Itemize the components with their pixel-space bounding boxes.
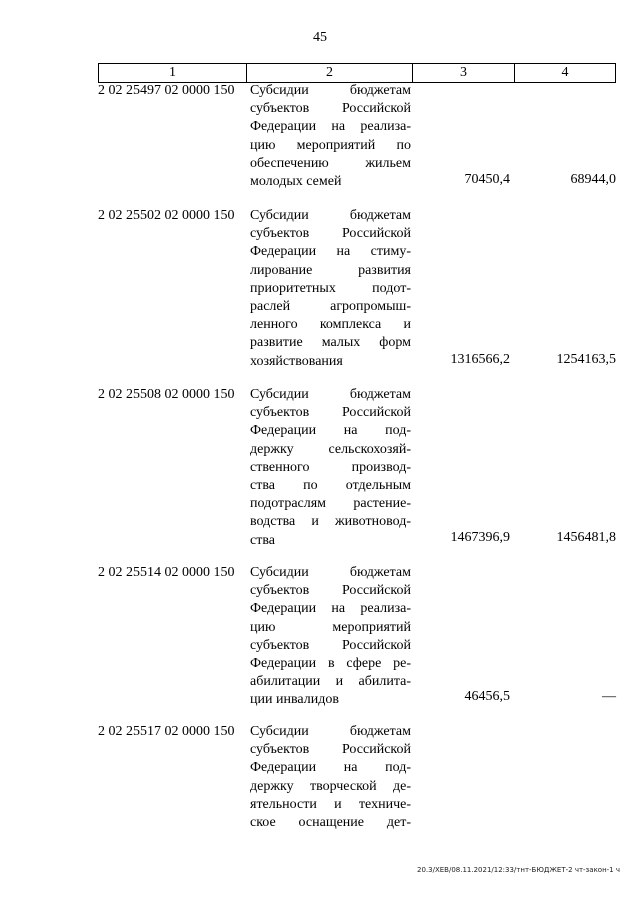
row-description: [250, 207, 411, 371]
desc-line: цию мероприятий: [250, 619, 411, 635]
budget-code: 2 02 25497 02 0000 150: [98, 83, 235, 98]
desc-line: держку творческой де-: [250, 778, 411, 794]
desc-line: молодых семей: [250, 174, 342, 190]
desc-line: Субсидии бюджетам: [250, 387, 411, 402]
desc-line: ции инвалидов: [250, 692, 339, 708]
desc-line: ленного комплекса и: [250, 317, 411, 333]
desc-line: Субсидии бюджетам: [250, 83, 411, 98]
desc-line: субъектов Российской: [250, 226, 411, 242]
desc-line: цию мероприятий по: [250, 137, 411, 153]
desc-line: субъектов Российской: [250, 583, 411, 599]
desc-line: субъектов Российской: [250, 101, 411, 117]
row-description: [250, 564, 411, 710]
desc-line: Федерации на реализа-: [250, 119, 411, 135]
desc-line: Федерации на стиму-: [250, 244, 411, 260]
desc-line: лирование развития: [250, 262, 411, 278]
header-col-4: 4: [514, 64, 616, 82]
table-header: [98, 63, 616, 83]
desc-line: Федерации на реализа-: [250, 601, 411, 617]
page-number: 45: [313, 30, 327, 45]
value-col-4: 68944,0: [570, 172, 616, 187]
desc-line: субъектов Российской: [250, 637, 411, 653]
desc-line: Федерации на под-: [250, 423, 411, 439]
desc-line: Федерации в сфере ре-: [250, 656, 411, 672]
desc-line: подотраслям растение-: [250, 496, 411, 512]
value-col-4: 1456481,8: [556, 530, 616, 545]
desc-line: приоритетных подот-: [250, 280, 411, 296]
budget-code: 2 02 25508 02 0000 150: [98, 387, 235, 402]
desc-line: ское оснащение дет-: [250, 815, 411, 831]
row-description: [250, 82, 411, 191]
header-col-1: 1: [98, 64, 246, 82]
document-footer-stamp: 20.3/ХЕВ/08.11.2021/12:33/тнт-БЮДЖЕТ-2 чт-закон-1 ч: [417, 866, 620, 874]
desc-line: ятельности и техниче-: [250, 796, 411, 812]
value-col-3: 1316566,2: [450, 352, 510, 367]
desc-line: субъектов Российской: [250, 405, 411, 421]
value-col-3: 1467396,9: [450, 530, 510, 545]
value-col-3: 70450,4: [464, 172, 510, 187]
desc-line: Субсидии бюджетам: [250, 565, 411, 580]
value-col-4: —: [602, 689, 616, 704]
desc-line: Федерации на под-: [250, 760, 411, 776]
desc-line: держку сельскохозяй-: [250, 441, 411, 457]
desc-line: водства и животновод-: [250, 514, 411, 530]
desc-line: Субсидии бюджетам: [250, 724, 411, 739]
value-col-3: 46456,5: [464, 689, 510, 704]
budget-code: 2 02 25517 02 0000 150: [98, 724, 235, 739]
desc-line: абилитации и абилита-: [250, 674, 411, 690]
desc-line: ства: [250, 532, 275, 548]
desc-line: обеспечению жильем: [250, 155, 411, 171]
header-col-2: 2: [246, 64, 412, 82]
desc-line: Субсидии бюджетам: [250, 208, 411, 223]
desc-line: субъектов Российской: [250, 742, 411, 758]
header-col-3: 3: [412, 64, 514, 82]
desc-line: развитие малых форм: [250, 335, 411, 351]
row-description: [250, 386, 411, 550]
budget-code: 2 02 25502 02 0000 150: [98, 208, 235, 223]
desc-line: хозяйствования: [250, 353, 343, 369]
desc-line: ственного производ-: [250, 459, 411, 475]
desc-line: ства по отдельным: [250, 478, 411, 494]
budget-code: 2 02 25514 02 0000 150: [98, 565, 235, 580]
desc-line: раслей агропромыш-: [250, 299, 411, 315]
value-col-4: 1254163,5: [556, 352, 616, 367]
row-description: [250, 723, 411, 832]
